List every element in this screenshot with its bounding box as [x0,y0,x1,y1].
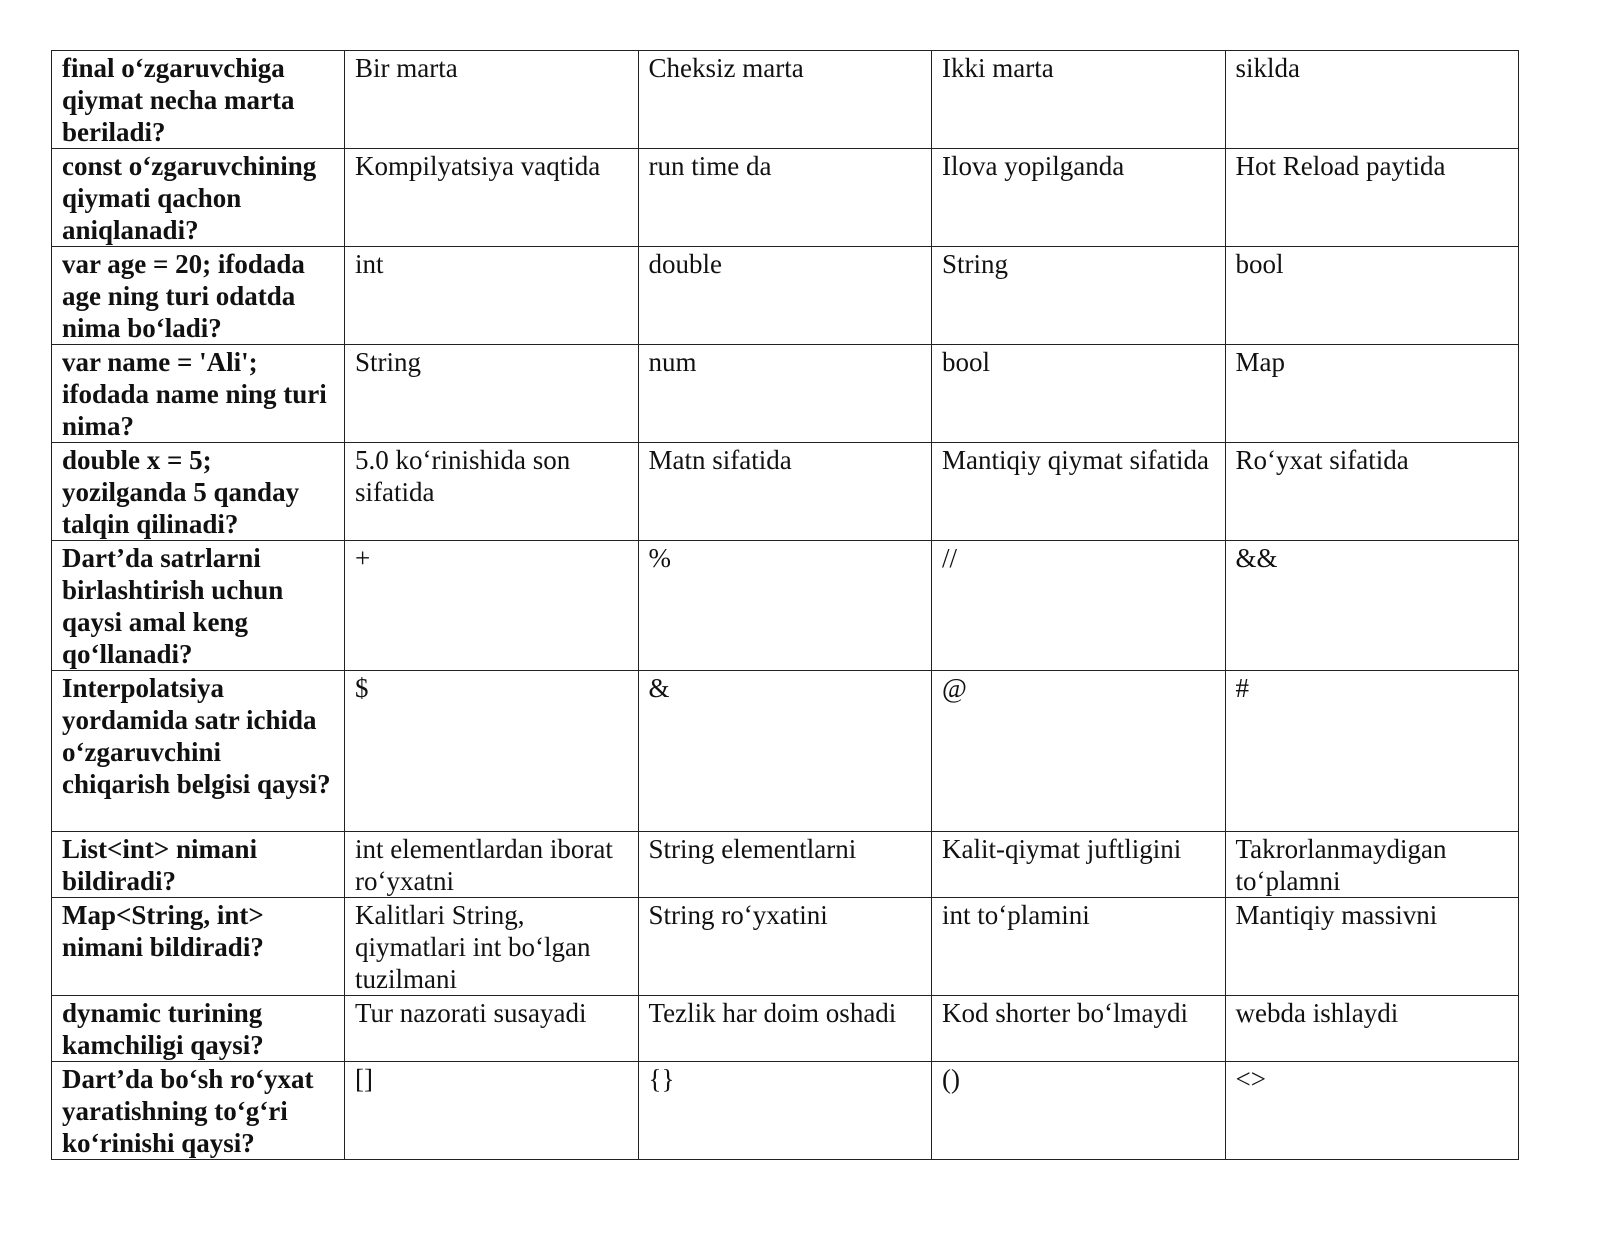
option-cell-d: <> [1225,1062,1519,1160]
question-cell: Dart’da satrlarni birlashtirish uchun qaysi amal keng qo‘llanadi? [52,541,345,671]
table-row [52,898,1519,996]
question-cell: Interpolatsiya yordamida satr ichida o‘zgaruvchini chiqarish belgisi qaysi? [52,671,345,832]
option-cell-d: # [1225,671,1519,832]
option-cell-d: siklda [1225,51,1519,149]
option-cell-b: {} [638,1062,932,1160]
option-cell-d: bool [1225,247,1519,345]
option-cell-d: Ro‘yxat sifatida [1225,443,1519,541]
option-cell-b: Cheksiz marta [638,51,932,149]
option-cell-b: run time da [638,149,932,247]
option-cell-b: num [638,345,932,443]
option-cell-d: Mantiqiy massivni [1225,898,1519,996]
table-row [52,671,1519,832]
table-row [52,51,1519,149]
option-cell-c: @ [932,671,1226,832]
option-cell-b: % [638,541,932,671]
table-row [52,996,1519,1062]
option-cell-a: 5.0 ko‘rinishida son sifatida [345,443,639,541]
option-cell-b: Matn sifatida [638,443,932,541]
option-cell-c: () [932,1062,1226,1160]
option-cell-a: Tur nazorati susayadi [345,996,639,1062]
question-cell: Map<String, int> nimani bildiradi? [52,898,345,996]
option-cell-c: Mantiqiy qiymat sifatida [932,443,1226,541]
question-cell: double x = 5; yozilganda 5 qanday talqin qilinadi? [52,443,345,541]
option-cell-c: Kod shorter bo‘lmaydi [932,996,1226,1062]
table-row [52,247,1519,345]
option-cell-c: Ikki marta [932,51,1226,149]
option-cell-a: Bir marta [345,51,639,149]
option-cell-c: int to‘plamini [932,898,1226,996]
option-cell-a: $ [345,671,639,832]
table-row [52,443,1519,541]
option-cell-b: & [638,671,932,832]
option-cell-a: [] [345,1062,639,1160]
question-cell: List<int> nimani bildiradi? [52,832,345,898]
option-cell-b: double [638,247,932,345]
option-cell-d: webda ishlaydi [1225,996,1519,1062]
option-cell-b: Tezlik har doim oshadi [638,996,932,1062]
question-cell: var name = 'Ali'; ifodada name ning turi nima? [52,345,345,443]
option-cell-c: bool [932,345,1226,443]
option-cell-a: + [345,541,639,671]
option-cell-d: Map [1225,345,1519,443]
question-cell: dynamic turining kamchiligi qaysi? [52,996,345,1062]
option-cell-c: // [932,541,1226,671]
option-cell-b: String elementlarni [638,832,932,898]
table-row [52,832,1519,898]
option-cell-a: Kalitlari String, qiymatlari int bo‘lgan tuzilmani [345,898,639,996]
question-cell: Dart’da bo‘sh ro‘yxat yaratishning to‘g‘ri ko‘rinishi qaysi? [52,1062,345,1160]
option-cell-c: String [932,247,1226,345]
option-cell-d: Hot Reload paytida [1225,149,1519,247]
option-cell-c: Kalit-qiymat juftligini [932,832,1226,898]
option-cell-c: Ilova yopilganda [932,149,1226,247]
option-cell-a: int elementlardan iborat ro‘yxatni [345,832,639,898]
question-cell: var age = 20; ifodada age ning turi odatda nima bo‘ladi? [52,247,345,345]
option-cell-a: Kompilyatsiya vaqtida [345,149,639,247]
table-row [52,1062,1519,1160]
option-cell-a: int [345,247,639,345]
table-row [52,541,1519,671]
quiz-table [51,50,1519,1160]
table-row [52,149,1519,247]
question-cell: final o‘zgaruvchiga qiymat necha marta beriladi? [52,51,345,149]
option-cell-d: Takrorlanmaydigan to‘plamni [1225,832,1519,898]
question-cell: const o‘zgaruvchining qiymati qachon aniqlanadi? [52,149,345,247]
table-row [52,345,1519,443]
option-cell-b: String ro‘yxatini [638,898,932,996]
option-cell-a: String [345,345,639,443]
option-cell-d: && [1225,541,1519,671]
